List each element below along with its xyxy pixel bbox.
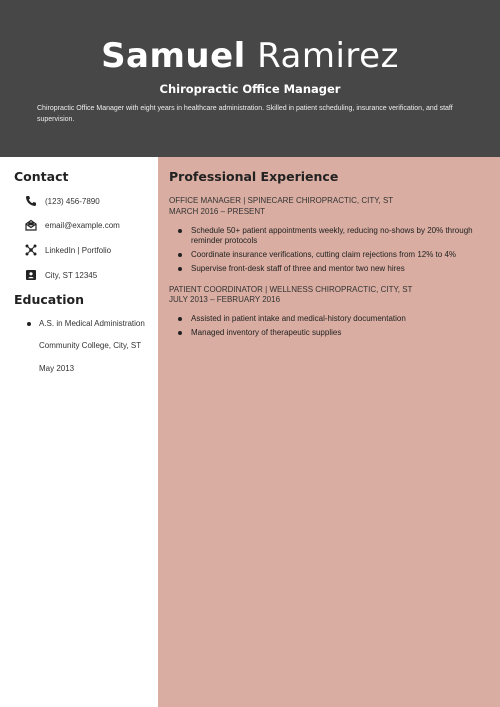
list-item: Supervise front-desk staff of three and mentor two new hires — [178, 264, 483, 274]
school: Community College, City, ST — [39, 341, 142, 350]
resume-header — [0, 0, 500, 157]
professional-summary: Chiropractic Office Manager with eight years in healthcare administration. Skilled in patient scheduling, insurance verification, and staff supervision. — [37, 105, 453, 123]
job-2-heading: PATIENT COORDINATOR | WELLNESS CHIROPRACTIC, CITY, ST — [169, 285, 413, 294]
contact-heading: Contact — [14, 169, 69, 184]
email-icon — [25, 219, 37, 231]
job-1-heading: OFFICE MANAGER | SPINECARE CHIROPRACTIC, CITY, ST — [169, 196, 394, 205]
job-2-dates: JULY 2013 – FEBRUARY 2016 — [169, 295, 281, 304]
candidate-name — [0, 36, 500, 76]
phone-icon — [25, 195, 37, 207]
job-2-bullets — [178, 314, 483, 342]
contact-phone — [25, 194, 100, 208]
job-title: Chiropractic Office Manager — [159, 82, 341, 96]
location-text: City, ST 12345 — [45, 270, 98, 280]
contact-card-icon — [25, 269, 37, 281]
experience-heading: Professional Experience — [169, 169, 339, 184]
degree: A.S. in Medical Administration — [39, 319, 145, 328]
email-address[interactable]: email@example.com — [45, 220, 120, 230]
contact-location — [25, 268, 97, 282]
last-name: Ramirez — [257, 36, 399, 76]
list-item: Managed inventory of therapeutic supplies — [178, 328, 483, 338]
first-name: Samuel — [101, 36, 246, 76]
list-item: Assisted in patient intake and medical-history documentation — [178, 314, 483, 324]
list-item: Coordinate insurance verifications, cutting claim rejections from 12% to 4% — [178, 250, 483, 260]
job-1-dates: MARCH 2016 – PRESENT — [169, 207, 266, 216]
contact-email — [25, 218, 120, 232]
bullet-icon — [27, 322, 31, 326]
contact-links — [25, 243, 111, 257]
job-1-bullets — [178, 226, 483, 278]
list-item: Schedule 50+ patient appointments weekly, reducing no-shows by 20% through reminder protocols — [178, 226, 483, 246]
education-heading: Education — [14, 292, 84, 307]
profile-links[interactable]: LinkedIn | Portfolio — [45, 245, 112, 255]
network-icon — [25, 244, 37, 256]
graduation-date: May 2013 — [39, 364, 75, 373]
phone-number: (123) 456-7890 — [45, 196, 100, 206]
